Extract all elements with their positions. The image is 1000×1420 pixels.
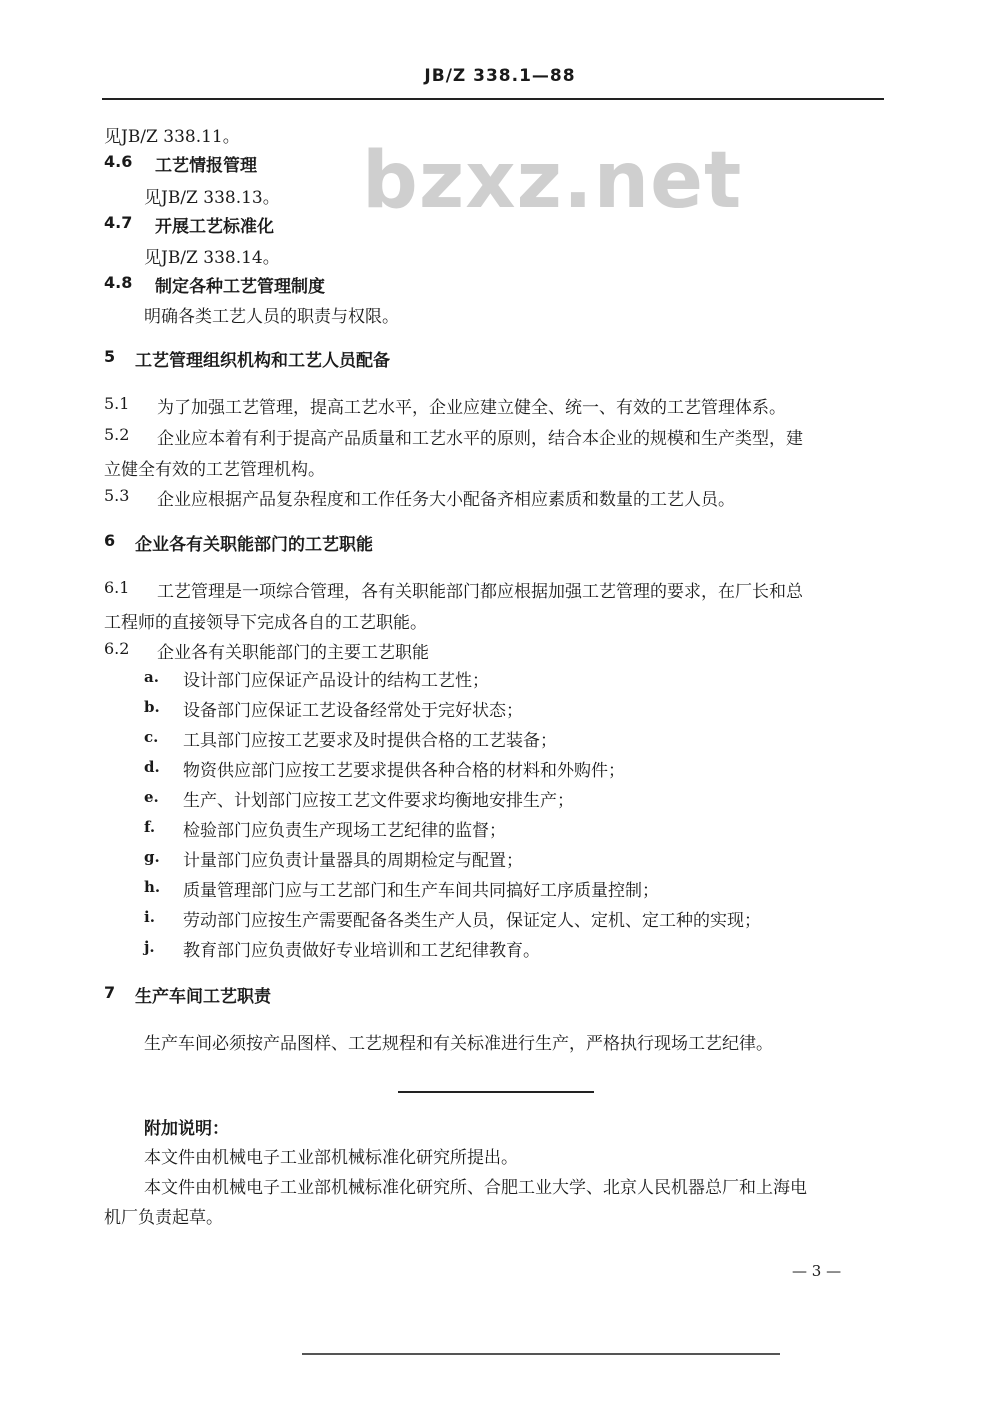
clause-text: 工程师的直接领导下完成各自的工艺职能。 (104, 613, 427, 633)
clause-title: 工艺情报管理 (155, 156, 257, 176)
body-text: 生产车间必须按产品图样、工艺规程和有关标准进行生产，严格执行现场工艺纪律。 (144, 1034, 773, 1054)
list-item-text: 工具部门应按工艺要求及时提供合格的工艺装备； (183, 731, 557, 751)
standard-code-header: JB/Z 338.1—88 (424, 66, 576, 86)
clause-number: 5.3 (104, 486, 130, 505)
clause-number: 4.7 (104, 213, 133, 232)
list-item-letter: i. (144, 908, 155, 926)
bottom-scan-rule (302, 1353, 780, 1355)
appendix-text: 机厂负责起草。 (104, 1208, 223, 1228)
list-item-text: 劳动部门应按生产需要配备各类生产人员，保证定人、定机、定工种的实现； (183, 911, 761, 931)
list-item-text: 设备部门应保证工艺设备经常处于完好状态； (183, 701, 523, 721)
clause-number: 5.1 (104, 394, 130, 413)
ref-text: 见JB/Z 338.13。 (144, 188, 280, 208)
list-item-text: 物资供应部门应按工艺要求提供各种合格的材料和外购件； (183, 761, 625, 781)
list-item-letter: e. (144, 788, 159, 806)
clause-number: 4.8 (104, 273, 133, 292)
appendix-text: 本文件由机械电子工业部机械标准化研究所提出。 (144, 1148, 518, 1168)
ref-text: 见JB/Z 338.14。 (144, 248, 280, 268)
list-item-text: 质量管理部门应与工艺部门和生产车间共同搞好工序质量控制； (183, 881, 659, 901)
clause-number: 4.6 (104, 152, 133, 171)
section-title: 工艺管理组织机构和工艺人员配备 (135, 351, 390, 371)
clause-title: 开展工艺标准化 (155, 217, 274, 237)
ref-text: 见JB/Z 338.11。 (104, 127, 240, 147)
list-item-text: 生产、计划部门应按工艺文件要求均衡地安排生产； (183, 791, 574, 811)
section-title: 生产车间工艺职责 (135, 987, 271, 1007)
section-number: 6 (104, 531, 116, 550)
clause-title: 制定各种工艺管理制度 (155, 277, 325, 297)
watermark: bzxz.net (362, 136, 743, 226)
clause-number: 6.1 (104, 578, 130, 597)
appendix-text: 本文件由机械电子工业部机械标准化研究所、合肥工业大学、北京人民机器总厂和上海电 (144, 1178, 807, 1198)
section-number: 5 (104, 347, 116, 366)
clause-text: 企业各有关职能部门的主要工艺职能 (157, 643, 429, 663)
section-number: 7 (104, 983, 116, 1002)
list-item-letter: f. (144, 818, 156, 836)
appendix-title: 附加说明： (144, 1119, 229, 1139)
clause-text: 工艺管理是一项综合管理，各有关职能部门都应根据加强工艺管理的要求，在厂长和总 (157, 582, 803, 602)
body-text: 明确各类工艺人员的职责与权限。 (144, 307, 399, 327)
list-item-text: 计量部门应负责计量器具的周期检定与配置； (183, 851, 523, 871)
end-of-text-rule (398, 1091, 594, 1093)
list-item-letter: j. (144, 938, 155, 956)
list-item-letter: a. (144, 668, 159, 686)
list-item-letter: g. (144, 848, 160, 866)
list-item-text: 教育部门应负责做好专业培训和工艺纪律教育。 (183, 941, 540, 961)
list-item-letter: b. (144, 698, 160, 716)
clause-text: 立健全有效的工艺管理机构。 (104, 460, 325, 480)
clause-number: 6.2 (104, 639, 130, 658)
clause-text: 企业应本着有利于提高产品质量和工艺水平的原则，结合本企业的规模和生产类型，建 (157, 429, 803, 449)
list-item-letter: c. (144, 728, 159, 746)
clause-number: 5.2 (104, 425, 130, 444)
page-number: — 3 — (792, 1262, 842, 1280)
list-item-text: 设计部门应保证产品设计的结构工艺性； (183, 671, 489, 691)
section-title: 企业各有关职能部门的工艺职能 (135, 535, 373, 555)
list-item-letter: d. (144, 758, 160, 776)
list-item-text: 检验部门应负责生产现场工艺纪律的监督； (183, 821, 506, 841)
list-item-letter: h. (144, 878, 161, 896)
clause-text: 为了加强工艺管理，提高工艺水平，企业应建立健全、统一、有效的工艺管理体系。 (157, 398, 786, 418)
header-rule (102, 98, 884, 100)
clause-text: 企业应根据产品复杂程度和工作任务大小配备齐相应素质和数量的工艺人员。 (157, 490, 735, 510)
